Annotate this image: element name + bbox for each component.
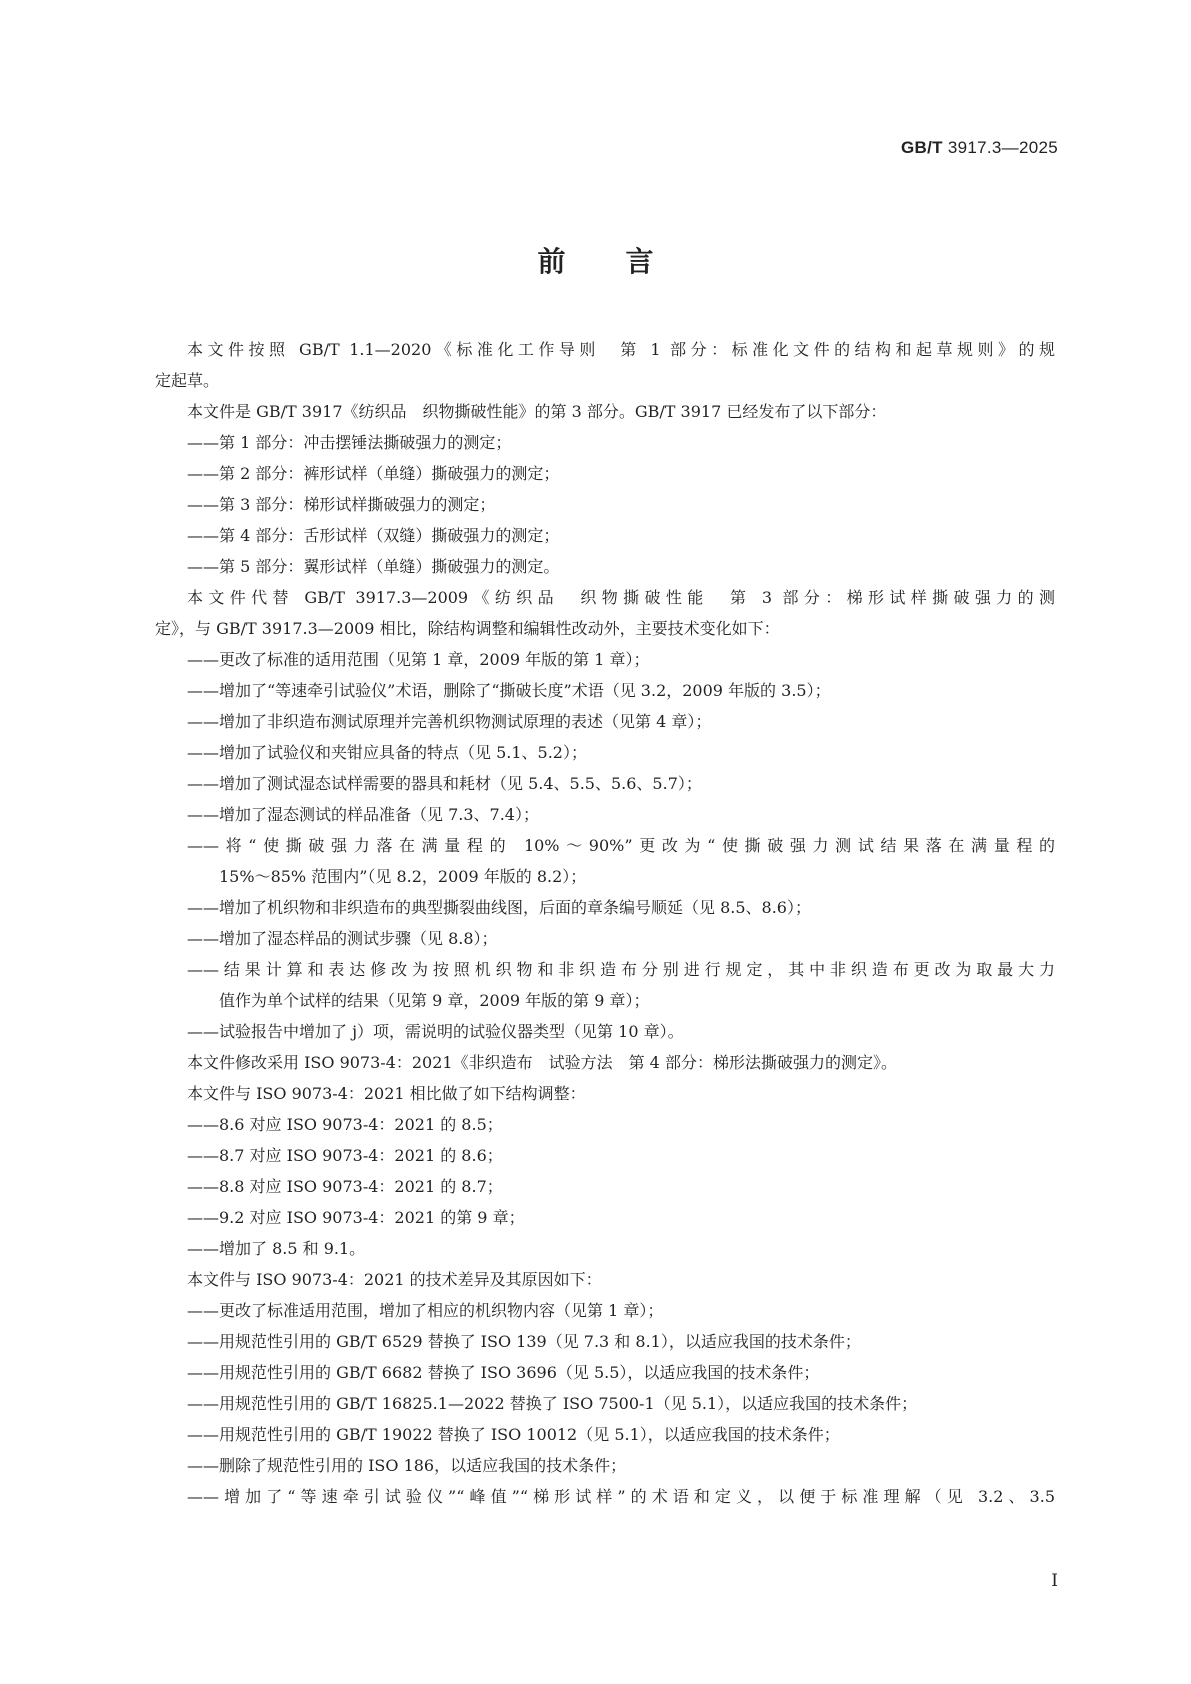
page-title: 前言 (537, 245, 714, 278)
text-line: 本文件是 GB/T 3917《纺织品 织物撕破性能》的第 3 部分。GB/T 3917 已经发布了以下部分： (187, 402, 887, 421)
text-line: 本文件与 ISO 9073-4：2021 相比做了如下结构调整： (187, 1084, 586, 1103)
text-line: ——第 4 部分：舌形试样（双缝）撕破强力的测定； (187, 526, 560, 545)
text-line: ——用规范性引用的 GB/T 6529 替换了 ISO 139（见 7.3 和 8.1），以适应我国的技术条件； (187, 1332, 861, 1351)
standard-number: 3917.3—2025 (947, 138, 1058, 157)
text-line: ——增加了湿态测试的样品准备（见 7.3、7.4）； (187, 805, 539, 824)
text-line: ——增加了测试湿态试样需要的器具和耗材（见 5.4、5.5、5.6、5.7）； (187, 774, 702, 793)
text-line: 本文件代替 GB/T 3917.3—2009《纺织品 织物撕破性能 第 3 部分：梯形试样撕破强力的测 (187, 588, 1055, 607)
text-line: ——用规范性引用的 GB/T 16825.1—2022 替换了 ISO 7500-1（见 5.1），以适应我国的技术条件； (187, 1394, 918, 1413)
text-line: 本文件与 ISO 9073-4：2021 的技术差异及其原因如下： (187, 1270, 602, 1289)
text-line: ——增加了“等速牵引试验仪”术语，删除了“撕破长度”术语（见 3.2，2009 年版的 3.5）； (187, 681, 831, 700)
text-line: ——第 3 部分：梯形试样撕破强力的测定； (187, 495, 496, 514)
document-body (155, 334, 1055, 1512)
text-line: ——第 1 部分：冲击摆锤法撕破强力的测定； (187, 433, 512, 452)
text-line: ——更改了标准适用范围，增加了相应的机织物内容（见第 1 章）； (187, 1301, 664, 1320)
text-line: 定》，与 GB/T 3917.3—2009 相比，除结构调整和编辑性改动外，主要技术变化如下： (155, 619, 780, 638)
text-line: ——更改了标准的适用范围（见第 1 章，2009 年版的第 1 章）； (187, 650, 650, 669)
text-line: ——8.7 对应 ISO 9073-4：2021 的 8.6； (187, 1146, 503, 1165)
text-line: 本文件按照 GB/T 1.1—2020《标准化工作导则 第 1 部分：标准化文件的结构和起草规则》的规 (187, 340, 1055, 359)
text-line: ——增加了“等速牵引试验仪”“峰值”“梯形试样”的术语和定义，以便于标准理解（见 3.2、3.5 (187, 1487, 1055, 1506)
text-line: ——增加了机织物和非织造布的典型撕裂曲线图，后面的章条编号顺延（见 8.5、8.6）； (187, 898, 811, 917)
text-line: ——8.6 对应 ISO 9073-4：2021 的 8.5； (187, 1115, 503, 1134)
text-line: ——增加了湿态样品的测试步骤（见 8.8）； (187, 929, 498, 948)
text-line: 15%～85% 范围内”（见 8.2，2009 年版的 8.2）； (219, 867, 587, 886)
standard-prefix: GB/T (901, 138, 943, 157)
text-line: ——增加了 8.5 和 9.1。 (187, 1239, 366, 1258)
text-line: ——将“使撕破强力落在满量程的 10%～90%”更改为“使撕破强力测试结果落在满量程的 (187, 836, 1055, 855)
text-line: ——第 2 部分：裤形试样（单缝）撕破强力的测定； (187, 464, 560, 483)
text-line: ——结果计算和表达修改为按照机织物和非织造布分别进行规定，其中非织造布更改为取最大力 (187, 960, 1055, 979)
text-line: ——增加了试验仪和夹钳应具备的特点（见 5.1、5.2）； (187, 743, 587, 762)
text-line: ——用规范性引用的 GB/T 6682 替换了 ISO 3696（见 5.5），以适应我国的技术条件； (187, 1363, 820, 1382)
text-line: ——第 5 部分：翼形试样（单缝）撕破强力的测定。 (187, 557, 560, 576)
text-line: ——试验报告中增加了 j）项，需说明的试验仪器类型（见第 10 章）。 (187, 1022, 684, 1041)
text-line: ——删除了规范性引用的 ISO 186，以适应我国的技术条件； (187, 1456, 627, 1475)
page-number: I (1051, 1571, 1058, 1591)
text-line: ——9.2 对应 ISO 9073-4：2021 的第 9 章； (187, 1208, 525, 1227)
text-line: ——增加了非织造布测试原理并完善机织物测试原理的表述（见第 4 章）； (187, 712, 712, 731)
text-line: 值作为单个试样的结果（见第 9 章，2009 年版的第 9 章）； (219, 991, 650, 1010)
text-line: ——8.8 对应 ISO 9073-4：2021 的 8.7； (187, 1177, 503, 1196)
text-line: 本文件修改采用 ISO 9073-4：2021《非织造布 试验方法 第 4 部分：梯形法撕破强力的测定》。 (187, 1053, 897, 1072)
text-line: 定起草。 (155, 371, 220, 390)
standard-number-header (901, 138, 1058, 158)
text-line: ——用规范性引用的 GB/T 19022 替换了 ISO 10012（见 5.1），以适应我国的技术条件； (187, 1425, 840, 1444)
